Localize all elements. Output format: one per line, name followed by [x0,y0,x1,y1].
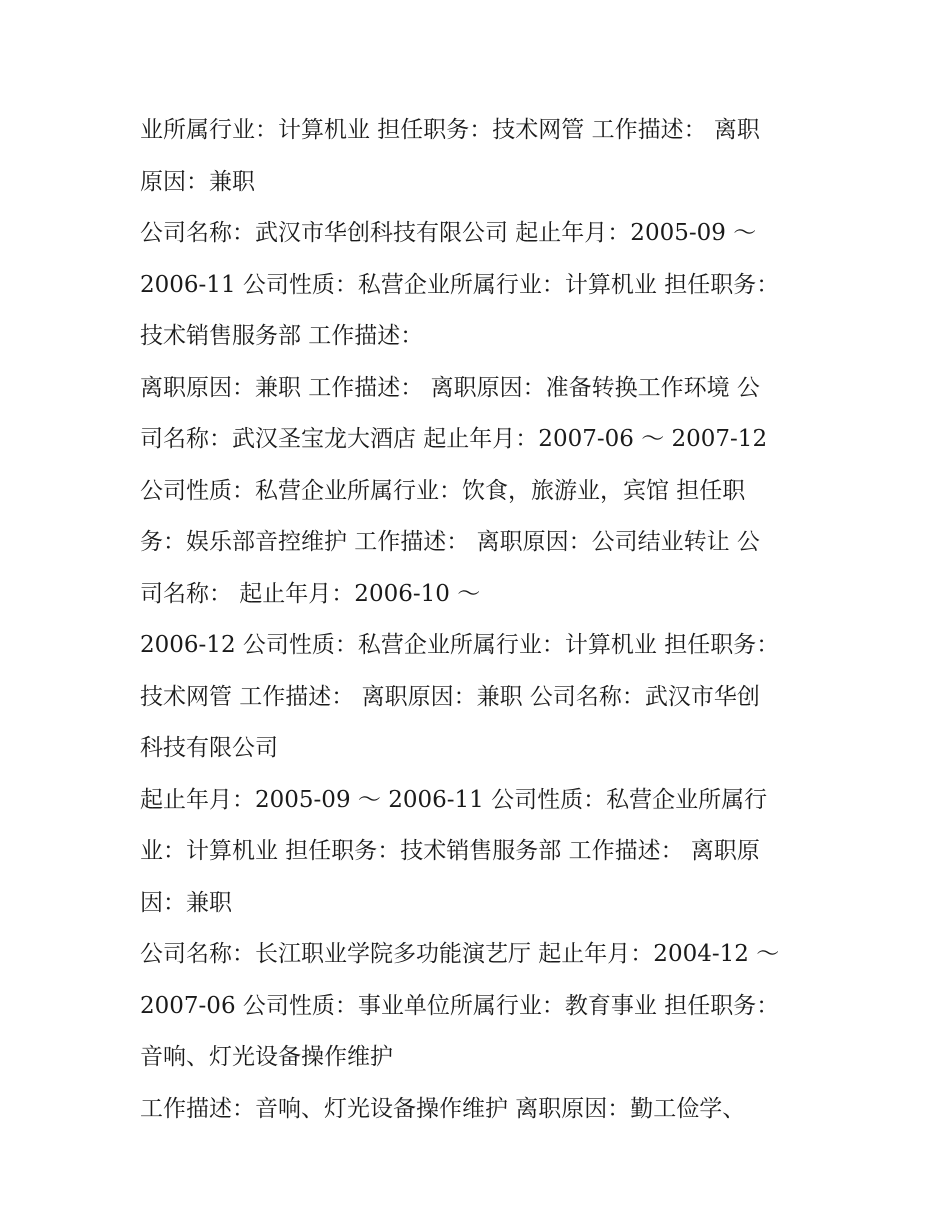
text-line: 公司性质：私营企业所属行业：饮食，旅游业，宾馆 担任职 [140,477,746,504]
text-line: 司名称：武汉圣宝龙大酒店 起止年月：2007-06 ～ 2007-12 [140,426,768,452]
text-line: 技术网管 工作描述： 离职原因：兼职 公司名称：武汉市华创 [140,683,760,710]
text-line: 业：计算机业 担任职务：技术销售服务部 工作描述： 离职原 [140,838,760,864]
text-line: 科技有限公司 [140,735,278,761]
text-line: 起止年月：2005-09 ～ 2006-11 公司性质：私营企业所属行 [140,786,768,813]
text-line: 公司名称：武汉市华创科技有限公司 起止年月：2005-09 ～ [140,220,757,246]
text-line: 因：兼职 [140,889,232,916]
text-line: 2007-06 公司性质：事业单位所属行业：教育事业 担任职务： [140,992,780,1019]
text-line: 音响、灯光设备操作维护 [140,1044,393,1070]
document-body [140,105,820,1135]
text-line: 务：娱乐部音控维护 工作描述： 离职原因：公司结业转让 公 [140,529,760,555]
text-line: 2006-11 公司性质：私营企业所属行业：计算机业 担任职务： [140,271,780,298]
text-line: 离职原因：兼职 工作描述： 离职原因：准备转换工作环境 公 [140,374,760,401]
text-line: 原因：兼职 [140,168,255,195]
text-line: 业所属行业：计算机业 担任职务：技术网管 工作描述： 离职 [140,117,760,143]
text-line: 工作描述：音响、灯光设备操作维护 离职原因：勤工俭学、 [140,1095,746,1122]
text-line: 司名称： 起止年月：2006-10 ～ [140,580,481,607]
text-line: 公司名称：长江职业学院多功能演艺厅 起止年月：2004-12 ～ [140,941,780,967]
text-line: 技术销售服务部 工作描述： [140,323,424,349]
text-line: 2006-12 公司性质：私营企业所属行业：计算机业 担任职务： [140,632,780,658]
